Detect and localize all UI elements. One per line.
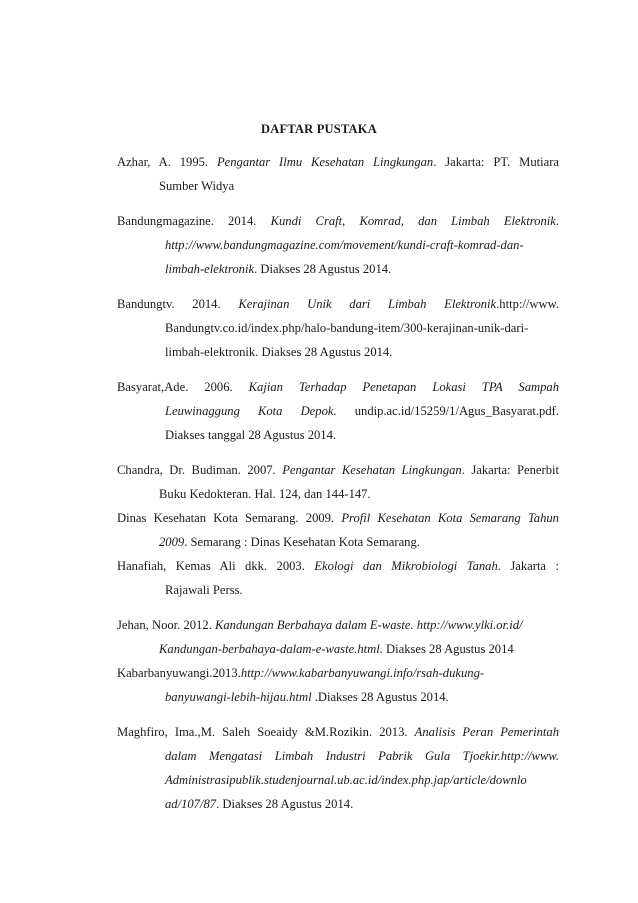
reference-line: Bandungmagazine. 2014. Kundi Craft, Komrad, dan Limbah Elektronik. xyxy=(117,214,559,228)
reference-line: Administrasipublik.studenjournal.ub.ac.id/index.php.jap/article/downlo xyxy=(165,773,527,787)
reference-line: banyuwangi-lebih-hijau.html .Diakses 28 Agustus 2014. xyxy=(165,690,449,704)
reference-line: Maghfiro, Ima.,M. Saleh Soeaidy &M.Rozikin. 2013. Analisis Peran Pemerintah xyxy=(117,725,559,739)
reference-line: Rajawali Perss. xyxy=(165,583,243,597)
reference-line: Buku Kedokteran. Hal. 124, dan 144-147. xyxy=(159,487,371,501)
reference-line: Diakses tanggal 28 Agustus 2014. xyxy=(165,428,337,442)
reference-line: Kabarbanyuwangi.2013.http://www.kabarbanyuwangi.info/rsah-dukung- xyxy=(117,666,485,680)
reference-entry xyxy=(117,720,559,816)
reference-line: http://www.bandungmagazine.com/movement/kundi-craft-komrad-dan- xyxy=(165,238,524,252)
reference-line: Kandungan-berbahaya-dalam-e-waste.html. Diakses 28 Agustus 2014 xyxy=(159,642,514,656)
reference-line: 2009. Semarang : Dinas Kesehatan Kota Semarang. xyxy=(159,535,420,549)
reference-line: limbah-elektronik. Diakses 28 Agustus 2014. xyxy=(165,262,392,276)
reference-line: Chandra, Dr. Budiman. 2007. Pengantar Kesehatan Lingkungan. Jakarta: Penerbit xyxy=(117,463,559,477)
reference-line: Sumber Widya xyxy=(159,179,235,193)
reference-line: Basyarat,Ade. 2006. Kajian Terhadap Penetapan Lokasi TPA Sampah xyxy=(117,380,559,394)
reference-line: Jehan, Noor. 2012. Kandungan Berbahaya dalam E-waste. http://www.ylki.or.id/ xyxy=(117,618,523,632)
reference-list xyxy=(117,150,559,816)
reference-entry xyxy=(117,292,559,364)
reference-line: limbah-elektronik. Diakses 28 Agustus 2014. xyxy=(165,345,393,359)
reference-line: Hanafiah, Kemas Ali dkk. 2003. Ekologi dan Mikrobiologi Tanah. Jakarta : xyxy=(117,559,559,573)
reference-entry xyxy=(117,554,559,602)
reference-entry xyxy=(117,375,559,447)
reference-line: ad/107/87. Diakses 28 Agustus 2014. xyxy=(165,797,354,811)
reference-entry xyxy=(117,150,559,198)
reference-line: Azhar, A. 1995. Pengantar Ilmu Kesehatan Lingkungan. Jakarta: PT. Mutiara xyxy=(117,155,559,169)
reference-entry xyxy=(117,661,559,709)
reference-line: Bandungtv.co.id/index.php/halo-bandung-item/300-kerajinan-unik-dari- xyxy=(165,321,529,335)
reference-line: Leuwinaggung Kota Depok. undip.ac.id/15259/1/Agus_Basyarat.pdf. xyxy=(165,404,559,418)
reference-entry xyxy=(117,458,559,506)
reference-line: Bandungtv. 2014. Kerajinan Unik dari Limbah Elektronik.http://www. xyxy=(117,297,559,311)
reference-entry xyxy=(117,613,559,661)
reference-entry xyxy=(117,209,559,281)
page-title: DAFTAR PUSTAKA xyxy=(261,122,377,136)
reference-line: Dinas Kesehatan Kota Semarang. 2009. Profil Kesehatan Kota Semarang Tahun xyxy=(117,511,559,525)
reference-entry xyxy=(117,506,559,554)
reference-line: dalam Mengatasi Limbah Industri Pabrik Gula Tjoekir.http://www. xyxy=(165,749,559,763)
